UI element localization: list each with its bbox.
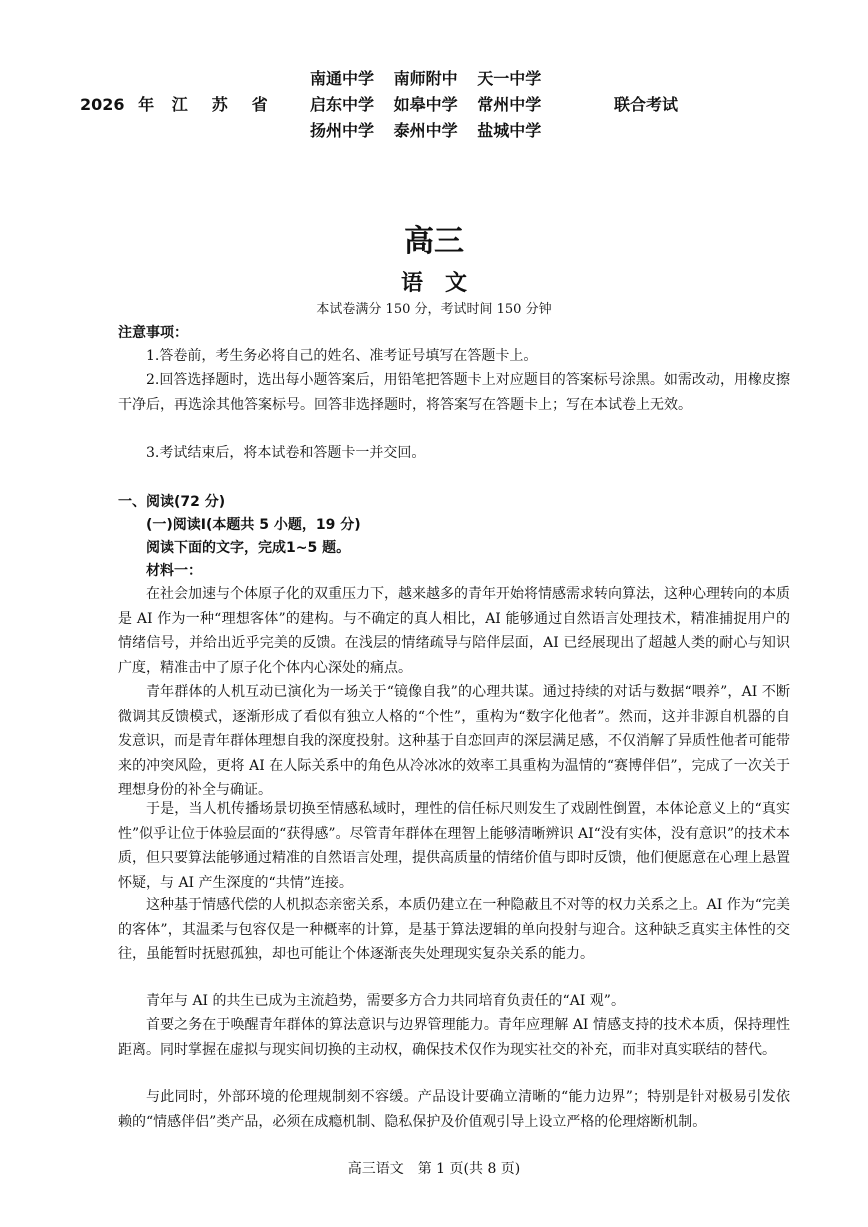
exam-info: 本试卷满分 150 分，考试时间 150 分钟 [316, 302, 552, 317]
schools-row-1 [310, 66, 541, 89]
page-footer: 高三语文 第 1 页(共 8 页) [347, 1161, 521, 1177]
material-label: 材料一： [146, 563, 202, 579]
paragraph-6: 首要之务在于唤醒青年群体的算法意识与边界管理能力。青年应理解 AI 情感支持的技术本质，保持理性距离。同时掌握在虚拟与现实间切换的主动权，确保技术仅作为现实社交的补充，而非对真实联结的替代。 [118, 1017, 790, 1058]
schools-row-2 [310, 92, 541, 115]
paragraph-3: 于是，当人机传播场景切换至情感私域时，理性的信任标尺则发生了戏剧性倒置，本体论意义上的“真实性”似乎让位于体验层面的“获得感”。尽管青年群体在理智上能够清晰辨识 AI“没有实体，没有意识”的技术本质，但只要算法能够通过精准的自然语言处理，提供高质量的情绪价值与即时反馈，他们便愿意在心理上悬置怀疑，与 AI 产生深度的“共情”连接。 [118, 801, 790, 891]
notice-item-1: 1.答卷前，考生务必将自己的姓名、准考证号填写在答题卡上。 [146, 348, 538, 364]
school-name: 启东中学 [310, 95, 375, 114]
school-name: 南通中学 [310, 69, 375, 88]
notice-item-3: 3.考试结束后，将本试卷和答题卡一并交回。 [146, 445, 426, 461]
paragraph-7: 与此同时，外部环境的伦理规制刻不容缓。产品设计要确立清晰的“能力边界”；特别是针对极易引发依赖的“情感伴侣”类产品，必须在成瘾机制、隐私保护及价值观引导上设立严格的伦理熔断机制。 [118, 1089, 790, 1130]
school-name: 扬州中学 [310, 121, 375, 140]
notice-heading: 注意事项： [118, 325, 188, 341]
grade-title: 高三 [404, 224, 464, 259]
school-name: 南师附中 [393, 69, 458, 88]
year-number: 2026 [80, 95, 125, 114]
notice-item-2: 2.回答选择题时，选出每小题答案后，用铅笔把答题卡上对应题目的答案标号涂黑。如需改动，用橡皮擦干净后，再选涂其他答案标号。回答非选择题时，将答案写在答题卡上；写在本试卷上无效。 [118, 372, 790, 413]
school-name: 如皋中学 [393, 95, 458, 114]
paragraph-4: 这种基于情感代偿的人机拟态亲密关系，本质仍建立在一种隐蔽且不对等的权力关系之上。AI 作为“完美的客体”，其温柔与包容仅是一种概率的计算，是基于算法逻辑的单向投射与迎合。这种缺乏真实主体性的交往，虽能暂时抚慰孤独，却也可能让个体逐渐丧失处理现实复杂关系的能力。 [118, 897, 790, 962]
section-title: 一、阅读(72 分) [118, 494, 226, 510]
header-year [80, 92, 272, 115]
paragraph-1: 在社会加速与个体原子化的双重压力下，越来越多的青年开始将情感需求转向算法，这种心理转向的本质是 AI 作为一种“理想客体”的建构。与不确定的真人相比，AI 能够通过自然语言处理技术，精准捕捉用户的情绪信号，并给出近乎完美的反馈。在浅层的情绪疏导与陪伴层面，AI 已经展现出了超越人类的耐心与知识广度，精准击中了原子化个体内心深处的痛点。 [118, 586, 790, 676]
subject-title: 语 文 [400, 271, 467, 296]
school-name: 盐城中学 [477, 121, 542, 140]
exam-type: 联合考试 [614, 95, 679, 114]
year-unit: 年 [138, 95, 155, 114]
schools-row-3 [310, 118, 541, 141]
paragraph-2: 青年群体的人机互动已演化为一场关于“镜像自我”的心理共谋。通过持续的对话与数据“喂养”，AI 不断微调其反馈模式，逐渐形成了看似有独立人格的“个性”，重构为“数字化他者”。然而，这并非源自机器的自发意识，而是青年群体理想自我的深度投射。这种基于自恋回声的深层满足感，不仅消解了异质性他者可能带来的冲突风险，更将 AI 在人际关系中的角色从冷冰冰的效率工具重构为温情的“赛博伴侣”，完成了一次关于理想身份的补全与确证。 [118, 684, 790, 798]
school-name: 泰州中学 [393, 121, 458, 140]
subsection-title: (一)阅读Ⅰ(本题共 5 小题，19 分) [146, 517, 361, 533]
province-label: 江 苏 省 [171, 95, 272, 114]
school-name: 常州中学 [477, 95, 542, 114]
school-name: 天一中学 [477, 69, 542, 88]
reading-instruction: 阅读下面的文字，完成1~5 题。 [146, 540, 351, 556]
paragraph-5: 青年与 AI 的共生已成为主流趋势，需要多方合力共同培育负责任的“AI 观”。 [146, 993, 625, 1009]
